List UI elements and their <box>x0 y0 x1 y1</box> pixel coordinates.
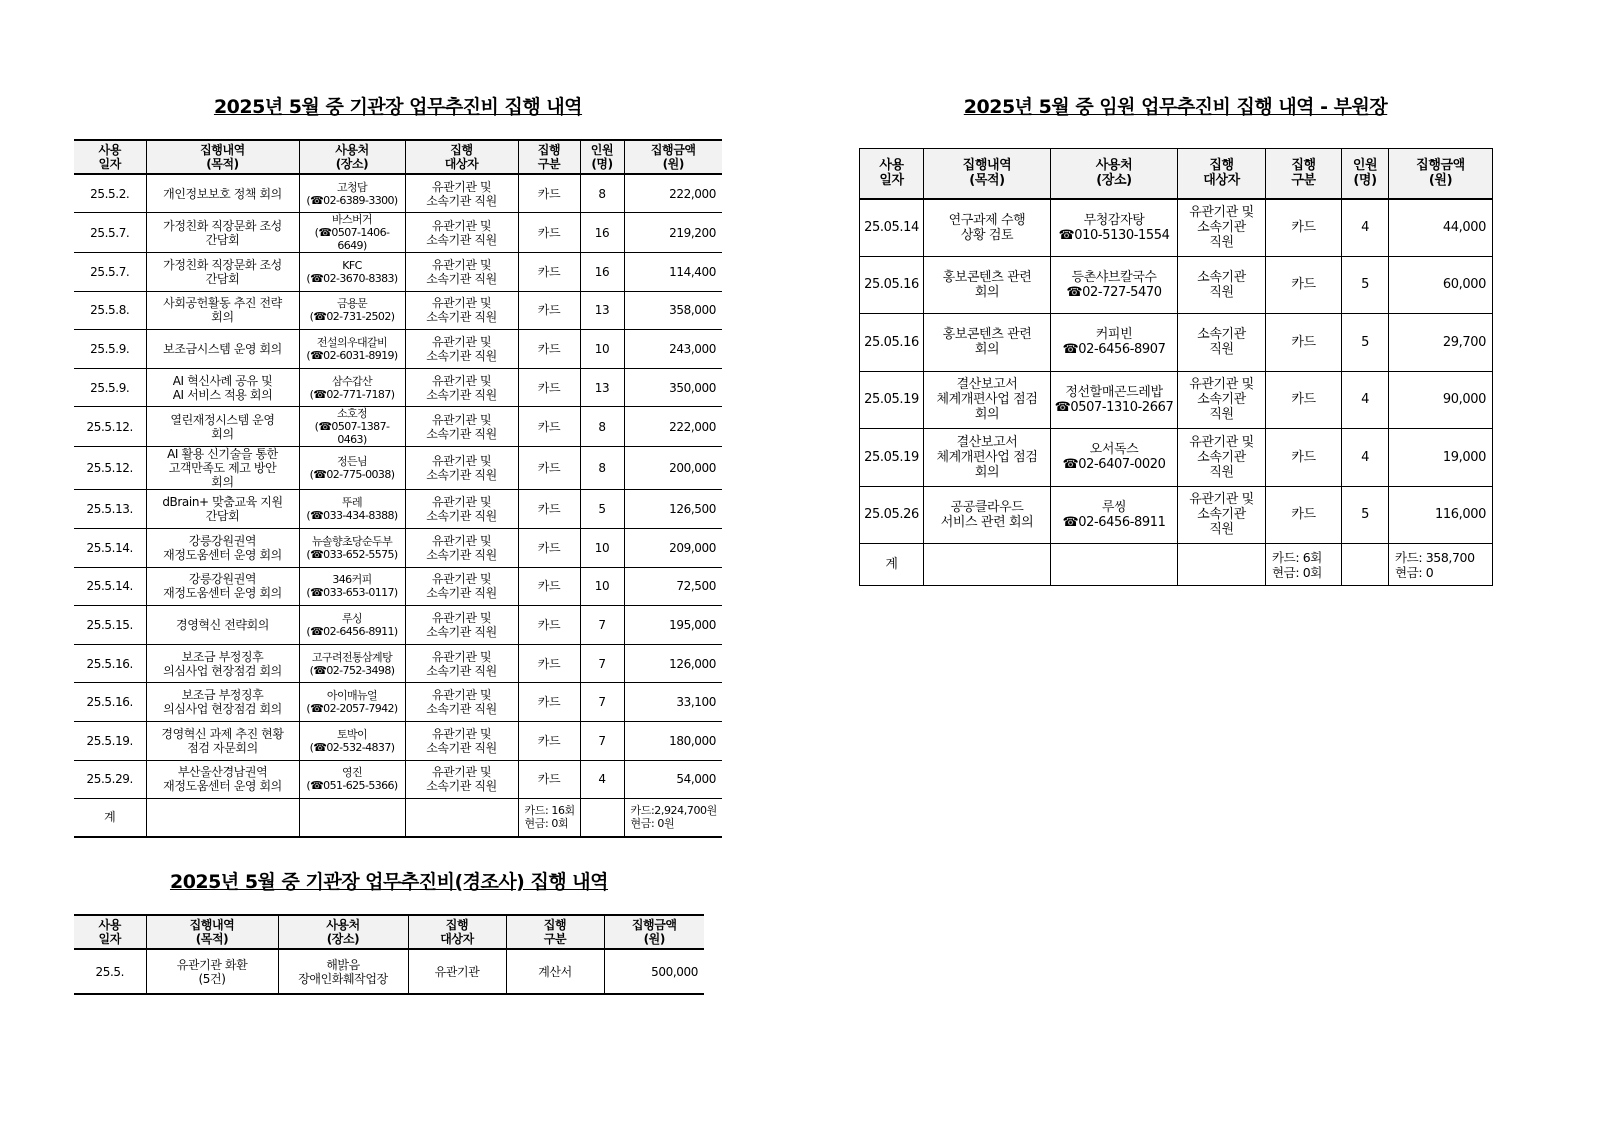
table-cell: 유관기관 및 소속기관 직원 <box>405 174 518 213</box>
table3-title: 2025년 5월 중 임원 업무추진비 집행 내역 - 부원장 <box>963 96 1388 118</box>
table-cell: 195,000 <box>624 606 722 645</box>
table-row <box>74 447 722 490</box>
table-cell: 강릉강원권역 재정도움센터 운영 회의 <box>146 567 299 606</box>
table-cell: 209,000 <box>624 529 722 568</box>
table-cell: 유관기관 및 소속기관 직원 <box>1178 371 1266 429</box>
table-cell: 25.5.14. <box>74 567 146 606</box>
table-cell: 카드 <box>1266 256 1342 314</box>
table-cell: 뉴솔향초당순두부 (☎033-652-5575) <box>299 529 405 568</box>
table1-header-cell: 사용 일자 <box>74 140 146 174</box>
table-cell: 54,000 <box>624 760 722 799</box>
table3-header-cell: 집행 구분 <box>1266 149 1342 199</box>
table-cell: 25.5.9. <box>74 368 146 407</box>
ceo-expense-table <box>74 139 722 838</box>
table-cell: 카드 <box>518 606 580 645</box>
table-row <box>74 291 722 330</box>
table-row <box>74 760 722 799</box>
table-cell: 사회공헌활동 추진 전략 회의 <box>146 291 299 330</box>
table-cell: 유관기관 및 소속기관 직원 <box>1178 429 1266 487</box>
table-cell: 루씽 ☎02-6456-8911 <box>1051 486 1178 544</box>
table-cell: 7 <box>580 722 624 761</box>
table-cell: 346커피 (☎033-653-0117) <box>299 567 405 606</box>
table3-header-cell: 사용 일자 <box>860 149 924 199</box>
table-cell: 25.5.13. <box>74 490 146 529</box>
table-row <box>74 644 722 683</box>
table-cell: 5 <box>580 490 624 529</box>
table-cell: 홍보콘텐츠 관련 회의 <box>924 314 1051 372</box>
table-cell: 고청담 (☎02-6389-3300) <box>299 174 405 213</box>
table-cell: 카드 <box>518 644 580 683</box>
table-cell: 카드 <box>518 490 580 529</box>
table-cell: 500,000 <box>604 949 704 994</box>
table-cell: 116,000 <box>1389 486 1493 544</box>
table-cell: 5 <box>1342 256 1389 314</box>
table2-header-cell: 집행내역 (목적) <box>146 915 278 949</box>
table2-header-cell: 집행 구분 <box>506 915 604 949</box>
empty-cell <box>1178 544 1266 586</box>
table-cell: 전설의우대갈비 (☎02-6031-8919) <box>299 330 405 369</box>
table-cell: 카드 <box>518 213 580 253</box>
table-row <box>74 213 722 253</box>
table-cell: 25.5.8. <box>74 291 146 330</box>
table-cell: 고구려전통삼계탕 (☎02-752-3498) <box>299 644 405 683</box>
table-cell: 25.5.16. <box>74 683 146 722</box>
table-cell: 카드 <box>518 253 580 292</box>
table-cell: 연구과제 수행 상황 검토 <box>924 199 1051 257</box>
table-cell: 카드 <box>1266 199 1342 257</box>
table-cell: 44,000 <box>1389 199 1493 257</box>
empty-cell <box>299 799 405 837</box>
table-cell: 25.5. <box>74 949 146 994</box>
table-cell: 카드 <box>518 722 580 761</box>
table-cell: AI 활용 신기술을 통한 고객만족도 제고 방안 회의 <box>146 447 299 490</box>
table-cell: 유관기관 및 소속기관 직원 <box>405 606 518 645</box>
table-cell: 삼수갑산 (☎02-771-7187) <box>299 368 405 407</box>
table-cell: 25.05.16 <box>860 256 924 314</box>
table-cell: 25.5.7. <box>74 213 146 253</box>
table-cell: 바스버거 (☎0507-1406-6649) <box>299 213 405 253</box>
table3-header-cell: 집행 대상자 <box>1178 149 1266 199</box>
table-cell: 유관기관 및 소속기관 직원 <box>405 683 518 722</box>
table-cell: 카드 <box>518 760 580 799</box>
empty-cell <box>1051 544 1178 586</box>
table-cell: 보조금 부정징후 의심사업 현장점검 회의 <box>146 683 299 722</box>
table-cell: 카드 <box>1266 486 1342 544</box>
table-cell: 결산보고서 체계개편사업 점검 회의 <box>924 429 1051 487</box>
total-row <box>74 799 722 837</box>
empty-cell <box>1342 544 1389 586</box>
table-cell: 4 <box>1342 199 1389 257</box>
table-cell: 7 <box>580 644 624 683</box>
table-cell: 25.5.15. <box>74 606 146 645</box>
table-cell: 계산서 <box>506 949 604 994</box>
table-cell: 해밝음 장애인화훼작업장 <box>278 949 408 994</box>
table-cell: 영진 (☎051-625-5366) <box>299 760 405 799</box>
table-cell: 정든님 (☎02-775-0038) <box>299 447 405 490</box>
table1-title: 2025년 5월 중 기관장 업무추진비 집행 내역 <box>213 96 583 118</box>
table-cell: 126,000 <box>624 644 722 683</box>
table-cell: 유관기관 및 소속기관 직원 <box>405 722 518 761</box>
table-cell: 16 <box>580 253 624 292</box>
table-cell: 카드 <box>518 447 580 490</box>
table-cell: 8 <box>580 174 624 213</box>
table-cell: 유관기관 및 소속기관 직원 <box>405 253 518 292</box>
table-row <box>860 314 1493 372</box>
table-cell: 유관기관 및 소속기관 직원 <box>405 368 518 407</box>
table-cell: 루싱 (☎02-6456-8911) <box>299 606 405 645</box>
table-cell: 정선할매곤드레밥 ☎0507-1310-2667 <box>1051 371 1178 429</box>
table-cell: 5 <box>1342 314 1389 372</box>
table-cell: 유관기관 및 소속기관 직원 <box>1178 199 1266 257</box>
table-cell: 유관기관 및 소속기관 직원 <box>405 644 518 683</box>
table-row <box>860 199 1493 257</box>
table-cell: 25.05.14 <box>860 199 924 257</box>
empty-cell <box>146 799 299 837</box>
table-row <box>74 567 722 606</box>
table-cell: 강릉강원권역 재정도움센터 운영 회의 <box>146 529 299 568</box>
table-row <box>74 253 722 292</box>
table3-header-cell: 집행내역 (목적) <box>924 149 1051 199</box>
table-row <box>74 683 722 722</box>
table-cell: 카드 <box>1266 429 1342 487</box>
table-cell: 25.5.9. <box>74 330 146 369</box>
table-row <box>860 371 1493 429</box>
table-cell: 200,000 <box>624 447 722 490</box>
table-cell: 경영혁신 전략회의 <box>146 606 299 645</box>
table2-header-cell: 집행 대상자 <box>408 915 506 949</box>
table-cell: 10 <box>580 529 624 568</box>
table-cell: 222,000 <box>624 407 722 447</box>
table-row <box>860 429 1493 487</box>
table-row <box>74 368 722 407</box>
table-cell: 유관기관 및 소속기관 직원 <box>1178 486 1266 544</box>
table1-header-cell: 집행 구분 <box>518 140 580 174</box>
table-row <box>74 529 722 568</box>
table-cell: 60,000 <box>1389 256 1493 314</box>
total-label: 계 <box>860 544 924 586</box>
table-cell: 보조금시스템 운영 회의 <box>146 330 299 369</box>
table-cell: 25.5.12. <box>74 447 146 490</box>
table-cell: 25.5.16. <box>74 644 146 683</box>
table-cell: 유관기관 및 소속기관 직원 <box>405 490 518 529</box>
table2-header-cell: 사용처 (장소) <box>278 915 408 949</box>
table-row <box>74 490 722 529</box>
table-row <box>74 330 722 369</box>
total-type-summary: 카드: 16회 현금: 0회 <box>518 799 580 837</box>
table1-header-cell: 인원 (명) <box>580 140 624 174</box>
table-cell: 카드 <box>518 330 580 369</box>
table-cell: 카드 <box>518 683 580 722</box>
empty-cell <box>924 544 1051 586</box>
table-cell: 25.05.19 <box>860 371 924 429</box>
table3-header-cell: 인원 (명) <box>1342 149 1389 199</box>
table-cell: 7 <box>580 683 624 722</box>
table3-header-cell: 사용처 (장소) <box>1051 149 1178 199</box>
table-cell: 222,000 <box>624 174 722 213</box>
table-cell: AI 혁신사례 공유 및 AI 서비스 적용 회의 <box>146 368 299 407</box>
table1-header-cell: 집행 대상자 <box>405 140 518 174</box>
table-row <box>74 606 722 645</box>
table-cell: 카드 <box>518 567 580 606</box>
table-cell: 25.5.29. <box>74 760 146 799</box>
table-row <box>74 949 704 994</box>
table-cell: 350,000 <box>624 368 722 407</box>
table-cell: 토박이 (☎02-532-4837) <box>299 722 405 761</box>
table1-header-cell: 집행내역 (목적) <box>146 140 299 174</box>
table-cell: 25.05.26 <box>860 486 924 544</box>
table-cell: 358,000 <box>624 291 722 330</box>
table-row <box>74 407 722 447</box>
empty-cell <box>405 799 518 837</box>
table-row <box>74 722 722 761</box>
table-cell: 소속기관 직원 <box>1178 256 1266 314</box>
table-cell: 243,000 <box>624 330 722 369</box>
table-row <box>860 256 1493 314</box>
table-cell: 소속기관 직원 <box>1178 314 1266 372</box>
table1-header-cell: 사용처 (장소) <box>299 140 405 174</box>
vp-expense-table <box>859 148 1493 586</box>
table-cell: 25.05.16 <box>860 314 924 372</box>
table-cell: 유관기관 및 소속기관 직원 <box>405 447 518 490</box>
empty-cell <box>580 799 624 837</box>
table-cell: 72,500 <box>624 567 722 606</box>
table-cell: 8 <box>580 447 624 490</box>
table-cell: 가정친화 직장문화 조성 간담회 <box>146 253 299 292</box>
table-cell: 카드 <box>1266 314 1342 372</box>
table-cell: 25.5.7. <box>74 253 146 292</box>
table-cell: KFC (☎02-3670-8383) <box>299 253 405 292</box>
total-amount-summary: 카드:2,924,700원 현금: 0원 <box>624 799 722 837</box>
table2-title: 2025년 5월 중 기관장 업무추진비(경조사) 집행 내역 <box>169 871 609 893</box>
table-cell: 29,700 <box>1389 314 1493 372</box>
table-cell: 4 <box>580 760 624 799</box>
table-cell: 13 <box>580 368 624 407</box>
table-cell: 10 <box>580 567 624 606</box>
table-cell: 개인정보보호 정책 회의 <box>146 174 299 213</box>
table-cell: 114,400 <box>624 253 722 292</box>
table2-header-cell: 집행금액 (원) <box>604 915 704 949</box>
table-cell: 카드 <box>518 407 580 447</box>
table-cell: 유관기관 및 소속기관 직원 <box>405 330 518 369</box>
table-cell: 결산보고서 체계개편사업 점검 회의 <box>924 371 1051 429</box>
total-type-summary: 카드: 6회 현금: 0회 <box>1266 544 1342 586</box>
table-cell: 유관기관 및 소속기관 직원 <box>405 213 518 253</box>
table-cell: 유관기관 및 소속기관 직원 <box>405 529 518 568</box>
ceo-condolence-table <box>74 914 704 995</box>
table-cell: 4 <box>1342 371 1389 429</box>
table-row <box>860 486 1493 544</box>
table1-header-cell: 집행금액 (원) <box>624 140 722 174</box>
table-cell: 유관기관 및 소속기관 직원 <box>405 407 518 447</box>
table-cell: dBrain+ 맞춤교육 지원 간담회 <box>146 490 299 529</box>
table-cell: 가정친화 직장문화 조성 간담회 <box>146 213 299 253</box>
table-row <box>74 174 722 213</box>
table-cell: 126,500 <box>624 490 722 529</box>
table-cell: 아이매뉴얼 (☎02-2057-7942) <box>299 683 405 722</box>
table-cell: 10 <box>580 330 624 369</box>
table-cell: 무청감자탕 ☎010-5130-1554 <box>1051 199 1178 257</box>
table-cell: 커피빈 ☎02-6456-8907 <box>1051 314 1178 372</box>
table-cell: 25.05.19 <box>860 429 924 487</box>
table-cell: 금용문 (☎02-731-2502) <box>299 291 405 330</box>
total-row <box>860 544 1493 586</box>
table-cell: 180,000 <box>624 722 722 761</box>
table-cell: 25.5.12. <box>74 407 146 447</box>
table-cell: 부산울산경남권역 재정도움센터 운영 회의 <box>146 760 299 799</box>
table-cell: 열린재정시스템 운영 회의 <box>146 407 299 447</box>
table3-header-cell: 집행금액 (원) <box>1389 149 1493 199</box>
total-label: 계 <box>74 799 146 837</box>
table-cell: 뚜레 (☎033-434-8388) <box>299 490 405 529</box>
table-cell: 13 <box>580 291 624 330</box>
table-cell: 카드 <box>518 291 580 330</box>
table-cell: 등촌샤브칼국수 ☎02-727-5470 <box>1051 256 1178 314</box>
table-cell: 25.5.2. <box>74 174 146 213</box>
table-cell: 공공클라우드 서비스 관련 회의 <box>924 486 1051 544</box>
table-cell: 홍보콘텐츠 관련 회의 <box>924 256 1051 314</box>
table-cell: 경영혁신 과제 추진 현황 점검 자문회의 <box>146 722 299 761</box>
table-cell: 7 <box>580 606 624 645</box>
table-cell: 25.5.14. <box>74 529 146 568</box>
table-cell: 소호정 (☎0507-1387-0463) <box>299 407 405 447</box>
table-cell: 카드 <box>1266 371 1342 429</box>
table-cell: 유관기관 및 소속기관 직원 <box>405 291 518 330</box>
total-amount-summary: 카드: 358,700 현금: 0 <box>1389 544 1493 586</box>
table-cell: 카드 <box>518 368 580 407</box>
table-cell: 16 <box>580 213 624 253</box>
table-cell: 유관기관 및 소속기관 직원 <box>405 567 518 606</box>
table-cell: 오서독스 ☎02-6407-0020 <box>1051 429 1178 487</box>
table-cell: 유관기관 <box>408 949 506 994</box>
table-cell: 5 <box>1342 486 1389 544</box>
table-cell: 카드 <box>518 529 580 568</box>
table-cell: 유관기관 화환 (5건) <box>146 949 278 994</box>
table-cell: 유관기관 및 소속기관 직원 <box>405 760 518 799</box>
table-cell: 카드 <box>518 174 580 213</box>
table-cell: 90,000 <box>1389 371 1493 429</box>
table-cell: 19,000 <box>1389 429 1493 487</box>
table-cell: 4 <box>1342 429 1389 487</box>
table-cell: 33,100 <box>624 683 722 722</box>
table-cell: 보조금 부정징후 의심사업 현장점검 회의 <box>146 644 299 683</box>
table-cell: 219,200 <box>624 213 722 253</box>
table-cell: 25.5.19. <box>74 722 146 761</box>
table-cell: 8 <box>580 407 624 447</box>
table2-header-cell: 사용 일자 <box>74 915 146 949</box>
